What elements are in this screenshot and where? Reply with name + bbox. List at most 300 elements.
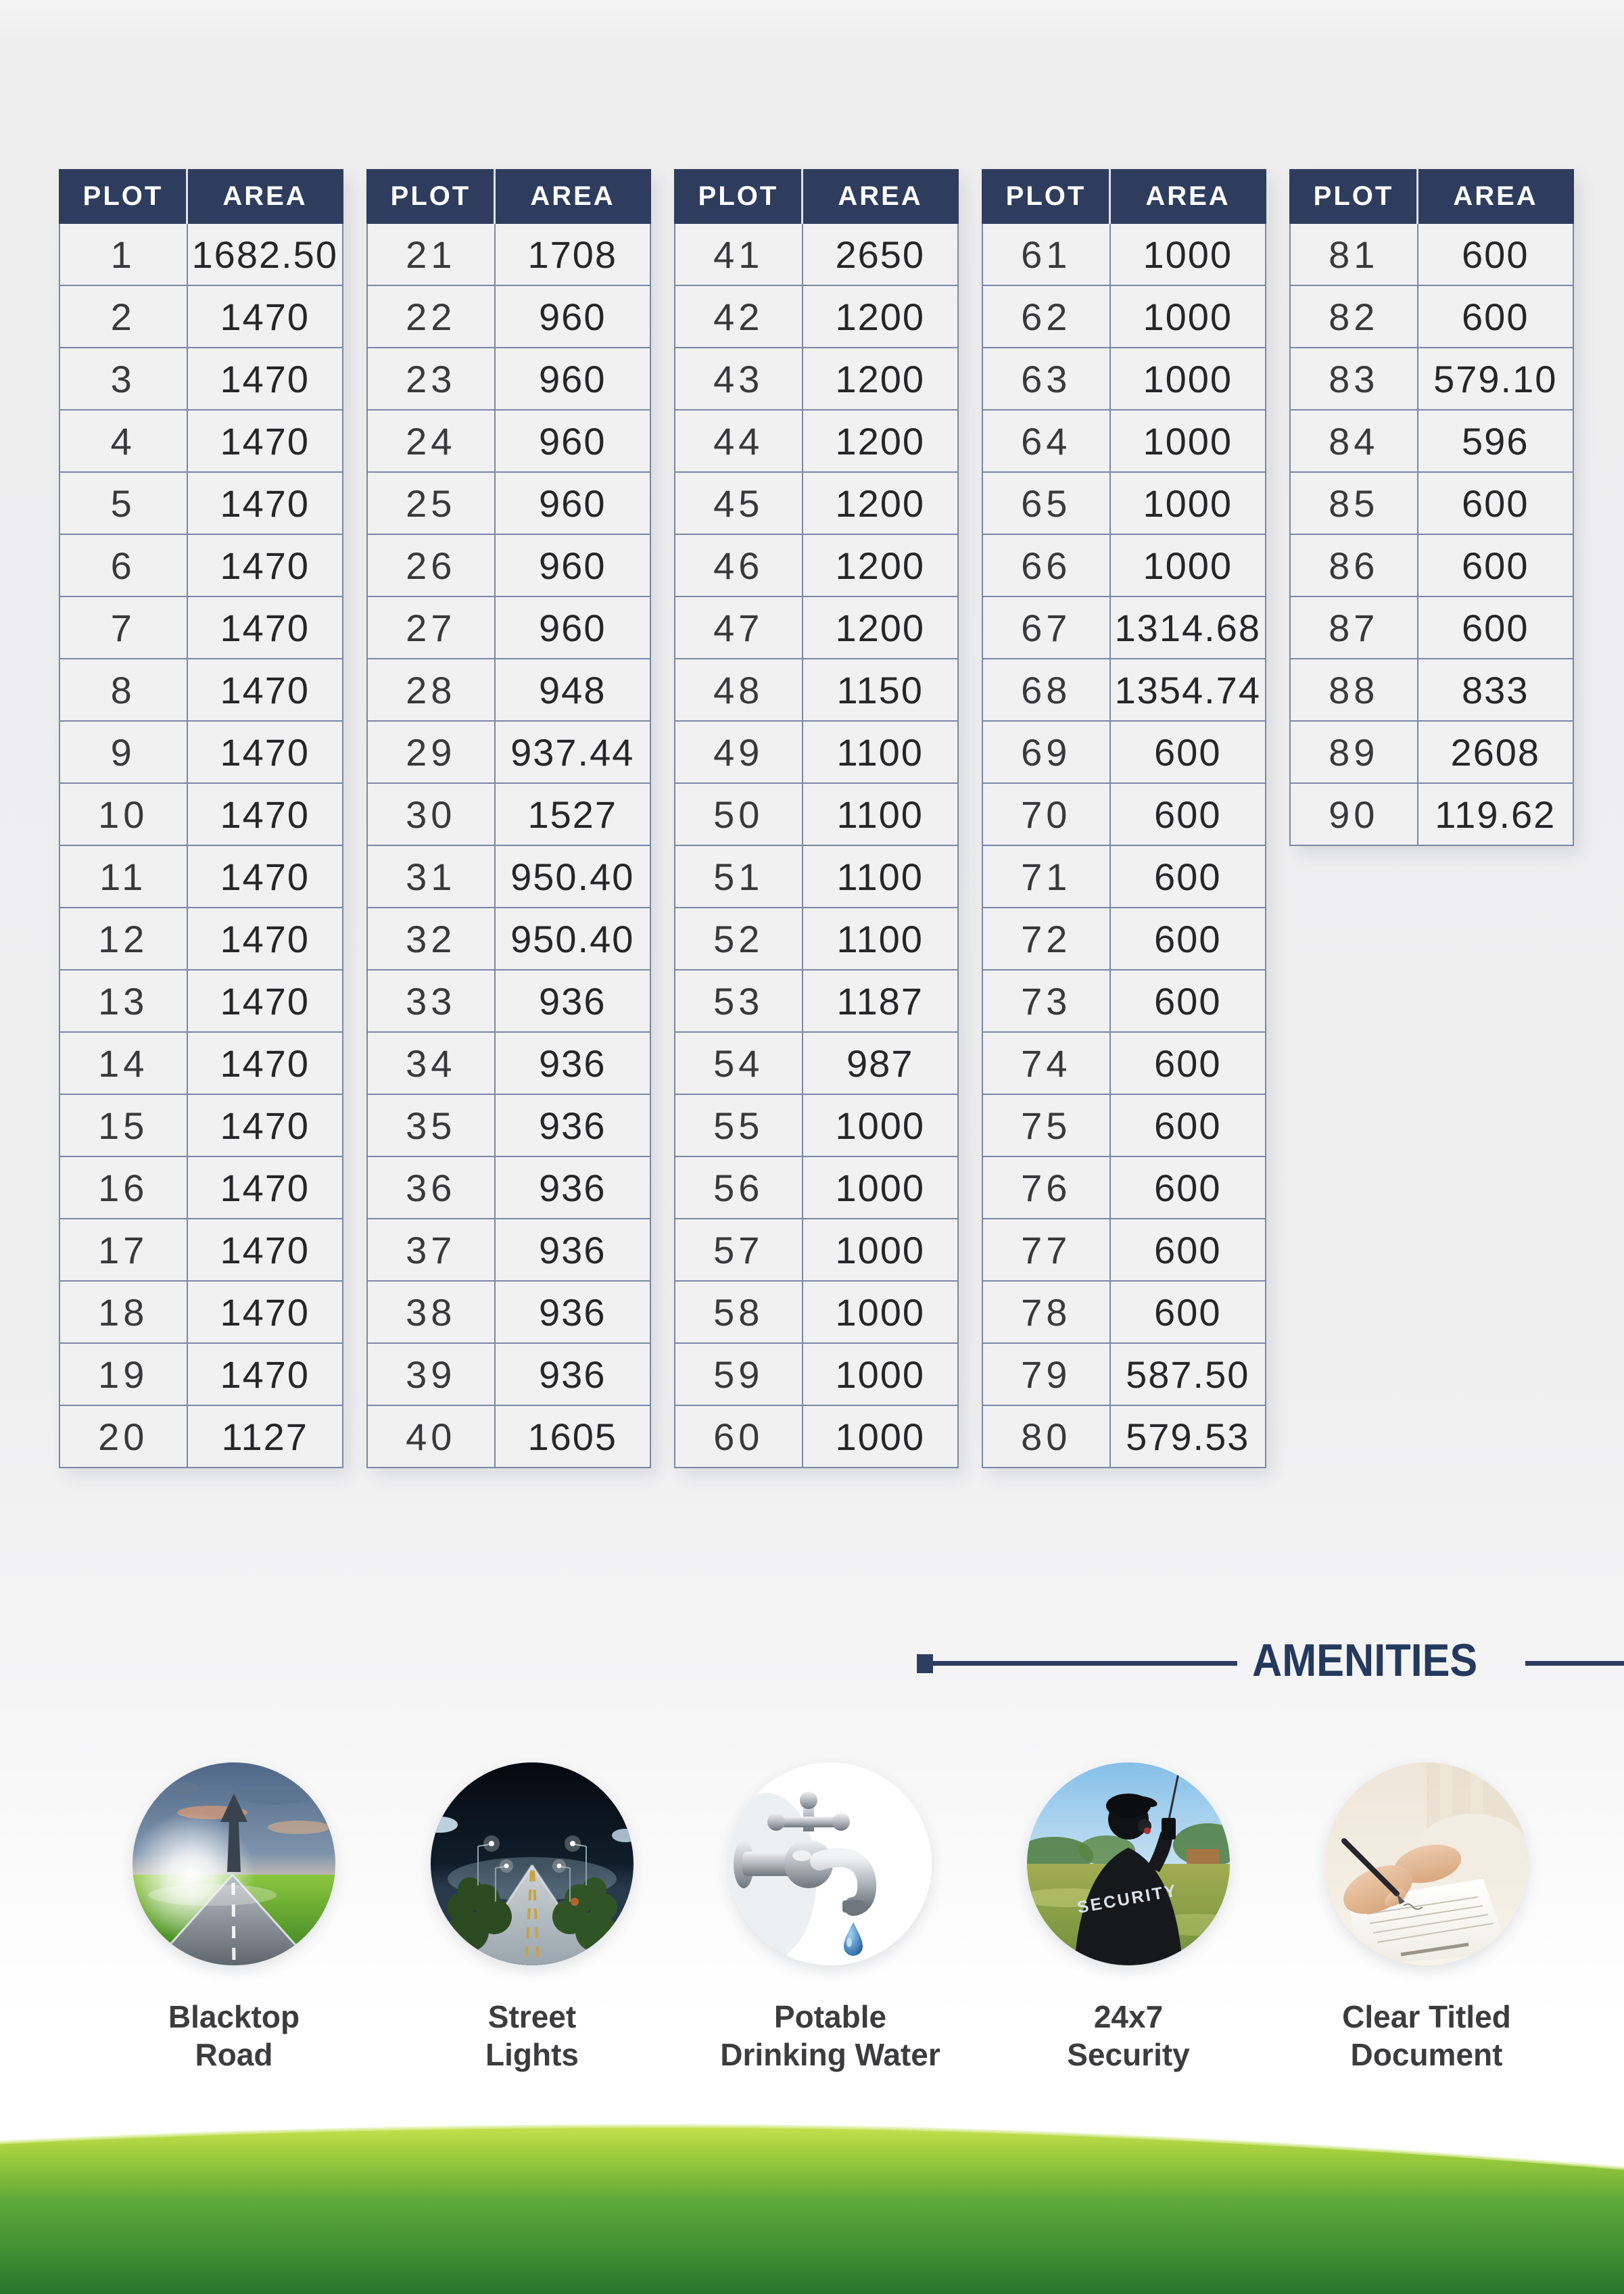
table-row	[982, 410, 1266, 472]
amenity-label-line1: Clear Titled	[1342, 1999, 1511, 2034]
table-row	[1290, 534, 1573, 596]
plot-cell: 38	[367, 1281, 495, 1343]
table-row	[1290, 783, 1573, 845]
plot-cell: 13	[59, 970, 187, 1032]
plot-cell: 54	[675, 1032, 803, 1094]
table-row	[367, 348, 650, 410]
table-row	[982, 1343, 1266, 1405]
table-row	[367, 596, 650, 659]
area-cell: 833	[1418, 659, 1574, 721]
table-row	[367, 1032, 650, 1094]
area-cell: 1470	[187, 1219, 343, 1281]
plot-cell: 51	[675, 845, 803, 908]
security-guard-icon	[1027, 1762, 1230, 1965]
plot-cell: 32	[367, 908, 495, 970]
area-cell: 1200	[803, 348, 959, 410]
area-cell: 1470	[187, 721, 343, 783]
column-header: PLOT	[1290, 170, 1418, 223]
area-cell: 960	[495, 410, 651, 472]
table-row	[982, 1281, 1266, 1343]
table-row	[982, 1156, 1266, 1219]
area-cell: 1470	[187, 1156, 343, 1219]
plot-cell: 16	[59, 1156, 187, 1219]
amenities-rule-left	[925, 1661, 1237, 1666]
area-cell: 1314.68	[1110, 596, 1266, 659]
plot-cell: 11	[59, 845, 187, 908]
table-row	[1290, 596, 1573, 659]
area-cell: 2608	[1418, 721, 1574, 783]
plot-cell: 71	[982, 845, 1110, 908]
table-row	[59, 1343, 343, 1405]
table-row	[59, 1094, 343, 1156]
area-cell: 1200	[803, 285, 959, 348]
table-row	[675, 659, 958, 721]
table-row	[59, 659, 343, 721]
area-cell: 1470	[187, 1094, 343, 1156]
area-cell: 936	[495, 1219, 651, 1281]
plot-cell: 66	[982, 534, 1110, 596]
area-cell: 936	[495, 1343, 651, 1405]
amenity-clear-title	[1312, 1762, 1542, 2074]
plot-cell: 50	[675, 783, 803, 845]
amenity-label	[1312, 1998, 1542, 2074]
area-cell: 600	[1418, 596, 1574, 659]
area-cell: 960	[495, 472, 651, 534]
plot-cell: 26	[367, 534, 495, 596]
area-cell: 1200	[803, 472, 959, 534]
table-row	[675, 1343, 958, 1405]
area-cell: 2650	[803, 223, 959, 285]
area-cell: 1527	[495, 783, 651, 845]
plot-cell: 61	[982, 223, 1110, 285]
area-cell: 1000	[1110, 348, 1266, 410]
table-row	[367, 472, 650, 534]
table-row	[982, 721, 1266, 783]
table-row	[59, 534, 343, 596]
table-row	[982, 845, 1266, 908]
table-row	[59, 845, 343, 908]
amenities-rule-right	[1525, 1661, 1624, 1666]
plot-cell: 2	[59, 285, 187, 348]
document-signing-icon	[1325, 1762, 1528, 1965]
plot-cell: 23	[367, 348, 495, 410]
area-cell: 1100	[803, 783, 959, 845]
plot-cell: 86	[1290, 534, 1418, 596]
plot-cell: 20	[59, 1405, 187, 1468]
table-row	[59, 970, 343, 1032]
table-row	[59, 1156, 343, 1219]
plot-cell: 44	[675, 410, 803, 472]
amenity-potable-water	[715, 1762, 945, 2074]
plot-cell: 57	[675, 1219, 803, 1281]
plot-cell: 77	[982, 1219, 1110, 1281]
blacktop-road-image	[133, 1762, 335, 1965]
plot-cell: 31	[367, 845, 495, 908]
area-cell: 960	[495, 596, 651, 659]
table-row	[59, 1281, 343, 1343]
plot-cell: 79	[982, 1343, 1110, 1405]
plot-cell: 41	[675, 223, 803, 285]
area-cell: 600	[1110, 1281, 1266, 1343]
area-cell: 1000	[803, 1281, 959, 1343]
area-cell: 600	[1110, 1032, 1266, 1094]
amenity-label-line1: 24x7	[1093, 1999, 1164, 2034]
table-row	[1290, 721, 1573, 783]
plot-cell: 40	[367, 1405, 495, 1468]
table-row	[675, 410, 958, 472]
plot-cell: 88	[1290, 659, 1418, 721]
table-row	[59, 410, 343, 472]
area-cell: 600	[1110, 721, 1266, 783]
table-row	[367, 845, 650, 908]
area-cell: 1470	[187, 1032, 343, 1094]
area-cell: 1100	[803, 721, 959, 783]
column-header: PLOT	[675, 170, 803, 223]
column-header: PLOT	[982, 170, 1110, 223]
plot-cell: 27	[367, 596, 495, 659]
area-cell: 1000	[803, 1156, 959, 1219]
table-row	[982, 223, 1266, 285]
plot-cell: 70	[982, 783, 1110, 845]
area-cell: 1000	[1110, 285, 1266, 348]
plot-cell: 36	[367, 1156, 495, 1219]
plot-cell: 67	[982, 596, 1110, 659]
plot-cell: 48	[675, 659, 803, 721]
table-row	[59, 783, 343, 845]
plot-cell: 12	[59, 908, 187, 970]
area-cell: 1000	[803, 1405, 959, 1468]
amenity-label	[119, 1998, 349, 2074]
table-row	[59, 596, 343, 659]
table-row	[367, 1281, 650, 1343]
area-cell: 1100	[803, 908, 959, 970]
amenity-label-line2: Document	[1350, 2037, 1503, 2073]
water-tap-icon	[729, 1762, 932, 1965]
area-cell: 600	[1110, 1156, 1266, 1219]
area-cell: 1470	[187, 783, 343, 845]
table-row	[982, 534, 1266, 596]
area-cell: 1470	[187, 908, 343, 970]
plot-cell: 22	[367, 285, 495, 348]
table-row	[982, 348, 1266, 410]
plot-cell: 81	[1290, 223, 1418, 285]
amenity-label-line2: Security	[1067, 2037, 1190, 2073]
area-cell: 600	[1418, 223, 1574, 285]
plot-cell: 30	[367, 783, 495, 845]
area-cell: 1470	[187, 410, 343, 472]
area-cell: 1470	[187, 1343, 343, 1405]
plot-cell: 37	[367, 1219, 495, 1281]
plot-cell: 46	[675, 534, 803, 596]
table-row	[367, 223, 650, 285]
table-row	[367, 970, 650, 1032]
area-cell: 579.10	[1418, 348, 1574, 410]
amenities-title: AMENITIES	[1252, 1635, 1478, 1686]
table-row	[367, 1219, 650, 1281]
plot-cell: 76	[982, 1156, 1110, 1219]
amenity-label-line2: Drinking Water	[720, 2037, 940, 2073]
area-cell: 936	[495, 1281, 651, 1343]
table-row	[367, 783, 650, 845]
table-row	[675, 596, 958, 659]
street-lights-image	[431, 1762, 634, 1965]
table-row	[982, 970, 1266, 1032]
plot-cell: 68	[982, 659, 1110, 721]
plot-table-4	[982, 169, 1266, 1468]
plot-cell: 83	[1290, 348, 1418, 410]
table-row	[982, 1405, 1266, 1468]
plot-cell: 18	[59, 1281, 187, 1343]
amenity-label	[715, 1998, 945, 2074]
plot-cell: 75	[982, 1094, 1110, 1156]
table-row	[1290, 472, 1573, 534]
plot-cell: 84	[1290, 410, 1418, 472]
plot-cell: 85	[1290, 472, 1418, 534]
area-cell: 936	[495, 970, 651, 1032]
area-cell: 1200	[803, 410, 959, 472]
area-cell: 960	[495, 534, 651, 596]
plot-cell: 24	[367, 410, 495, 472]
plot-cell: 6	[59, 534, 187, 596]
table-row	[675, 348, 958, 410]
table-row	[675, 1032, 958, 1094]
table-row	[982, 908, 1266, 970]
area-cell: 950.40	[495, 845, 651, 908]
table-row	[1290, 410, 1573, 472]
area-cell: 936	[495, 1032, 651, 1094]
amenity-label-line2: Lights	[485, 2037, 579, 2073]
area-cell: 1150	[803, 659, 959, 721]
area-cell: 937.44	[495, 721, 651, 783]
table-row	[675, 472, 958, 534]
plot-cell: 10	[59, 783, 187, 845]
table-row	[982, 783, 1266, 845]
table-row	[59, 285, 343, 348]
area-cell: 1000	[1110, 534, 1266, 596]
plot-cell: 4	[59, 410, 187, 472]
plot-cell: 17	[59, 1219, 187, 1281]
table-row	[367, 1156, 650, 1219]
plot-cell: 14	[59, 1032, 187, 1094]
column-header: PLOT	[367, 170, 495, 223]
plot-cell: 42	[675, 285, 803, 348]
area-cell: 1200	[803, 534, 959, 596]
table-row	[675, 1219, 958, 1281]
plot-cell: 89	[1290, 721, 1418, 783]
plot-cell: 80	[982, 1405, 1110, 1468]
table-row	[675, 1405, 958, 1468]
area-cell: 1187	[803, 970, 959, 1032]
table-row	[982, 659, 1266, 721]
area-cell: 1354.74	[1110, 659, 1266, 721]
amenity-security	[1013, 1762, 1243, 2074]
area-cell: 1127	[187, 1405, 343, 1468]
table-row	[982, 596, 1266, 659]
area-cell: 1470	[187, 970, 343, 1032]
table-row	[367, 534, 650, 596]
plot-cell: 65	[982, 472, 1110, 534]
column-header: PLOT	[59, 170, 187, 223]
amenity-blacktop-road	[119, 1762, 349, 2074]
area-cell: 1000	[1110, 410, 1266, 472]
table-row	[675, 908, 958, 970]
plot-cell: 3	[59, 348, 187, 410]
area-cell: 600	[1110, 783, 1266, 845]
table-row	[59, 721, 343, 783]
plot-cell: 55	[675, 1094, 803, 1156]
table-row	[59, 1032, 343, 1094]
area-cell: 950.40	[495, 908, 651, 970]
table-row	[59, 1405, 343, 1468]
table-row	[982, 1219, 1266, 1281]
area-cell: 1470	[187, 285, 343, 348]
area-cell: 600	[1110, 845, 1266, 908]
area-cell: 1708	[495, 223, 651, 285]
area-cell: 1470	[187, 1281, 343, 1343]
column-header: AREA	[187, 170, 343, 223]
plot-cell: 21	[367, 223, 495, 285]
table-row	[675, 534, 958, 596]
table-row	[675, 721, 958, 783]
plot-table-3	[674, 169, 959, 1468]
area-cell: 119.62	[1418, 783, 1574, 845]
plot-cell: 56	[675, 1156, 803, 1219]
plot-cell: 39	[367, 1343, 495, 1405]
area-cell: 1470	[187, 845, 343, 908]
plot-cell: 25	[367, 472, 495, 534]
plot-area-tables	[59, 169, 1574, 1468]
table-row	[675, 1156, 958, 1219]
plot-cell: 28	[367, 659, 495, 721]
potable-water-image	[729, 1762, 932, 1965]
plot-cell: 87	[1290, 596, 1418, 659]
plot-cell: 49	[675, 721, 803, 783]
plot-cell: 62	[982, 285, 1110, 348]
plot-cell: 7	[59, 596, 187, 659]
security-shirt-text: SECURITY	[1076, 1881, 1180, 1917]
plot-cell: 82	[1290, 285, 1418, 348]
table-row	[59, 908, 343, 970]
amenity-label	[417, 1998, 647, 2074]
area-cell: 1100	[803, 845, 959, 908]
plot-cell: 90	[1290, 783, 1418, 845]
table-row	[982, 472, 1266, 534]
area-cell: 1470	[187, 596, 343, 659]
plot-cell: 5	[59, 472, 187, 534]
area-cell: 987	[803, 1032, 959, 1094]
plot-cell: 43	[675, 348, 803, 410]
area-cell: 1605	[495, 1405, 651, 1468]
table-row	[59, 1219, 343, 1281]
area-cell: 1000	[803, 1219, 959, 1281]
plot-cell: 59	[675, 1343, 803, 1405]
table-row	[367, 1405, 650, 1468]
plot-cell: 45	[675, 472, 803, 534]
table-row	[59, 223, 343, 285]
area-cell: 600	[1418, 534, 1574, 596]
plot-cell: 8	[59, 659, 187, 721]
amenity-label-line2: Road	[195, 2037, 273, 2073]
area-cell: 600	[1418, 472, 1574, 534]
area-cell: 948	[495, 659, 651, 721]
area-cell: 1470	[187, 472, 343, 534]
plot-cell: 53	[675, 970, 803, 1032]
clear-title-image	[1325, 1762, 1528, 1965]
plot-cell: 34	[367, 1032, 495, 1094]
table-row	[1290, 659, 1573, 721]
area-cell: 579.53	[1110, 1405, 1266, 1468]
amenity-label	[1013, 1998, 1243, 2074]
plot-cell: 60	[675, 1405, 803, 1468]
plot-cell: 72	[982, 908, 1110, 970]
amenity-street-lights	[417, 1762, 647, 2074]
grass-footer-image	[0, 2124, 1624, 2294]
street-lights-icon	[431, 1762, 634, 1965]
plot-cell: 52	[675, 908, 803, 970]
amenity-label-line1: Street	[487, 1999, 577, 2034]
plot-cell: 1	[59, 223, 187, 285]
table-row	[59, 472, 343, 534]
area-cell: 600	[1418, 285, 1574, 348]
table-row	[367, 659, 650, 721]
area-cell: 600	[1110, 1219, 1266, 1281]
plot-table-2	[366, 169, 651, 1468]
area-cell: 1000	[1110, 472, 1266, 534]
table-row	[675, 783, 958, 845]
column-header: AREA	[803, 170, 959, 223]
area-cell: 1000	[1110, 223, 1266, 285]
table-row	[367, 410, 650, 472]
plot-cell: 29	[367, 721, 495, 783]
road-sunrise-icon	[133, 1762, 335, 1965]
table-row	[59, 348, 343, 410]
plot-cell: 58	[675, 1281, 803, 1343]
table-row	[367, 908, 650, 970]
table-row	[675, 970, 958, 1032]
plot-cell: 78	[982, 1281, 1110, 1343]
plot-cell: 9	[59, 721, 187, 783]
plot-table-5	[1289, 169, 1574, 846]
table-row	[675, 1094, 958, 1156]
amenity-label-line1: Blacktop	[168, 1999, 300, 2034]
plot-cell: 69	[982, 721, 1110, 783]
area-cell: 1000	[803, 1343, 959, 1405]
table-row	[982, 285, 1266, 348]
column-header: AREA	[1418, 170, 1574, 223]
plot-cell: 33	[367, 970, 495, 1032]
area-cell: 1470	[187, 348, 343, 410]
security-guard-image	[1027, 1762, 1230, 1965]
plot-cell: 74	[982, 1032, 1110, 1094]
area-cell: 1470	[187, 534, 343, 596]
table-row	[675, 845, 958, 908]
area-cell: 600	[1110, 908, 1266, 970]
plot-cell: 15	[59, 1094, 187, 1156]
plot-cell: 19	[59, 1343, 187, 1405]
area-cell: 960	[495, 285, 651, 348]
table-row	[675, 1281, 958, 1343]
column-header: AREA	[495, 170, 651, 223]
table-row	[982, 1032, 1266, 1094]
table-row	[1290, 285, 1573, 348]
plot-cell: 35	[367, 1094, 495, 1156]
table-row	[367, 285, 650, 348]
area-cell: 936	[495, 1094, 651, 1156]
plot-cell: 63	[982, 348, 1110, 410]
area-cell: 1682.50	[187, 223, 343, 285]
area-cell: 1000	[803, 1094, 959, 1156]
table-row	[675, 223, 958, 285]
